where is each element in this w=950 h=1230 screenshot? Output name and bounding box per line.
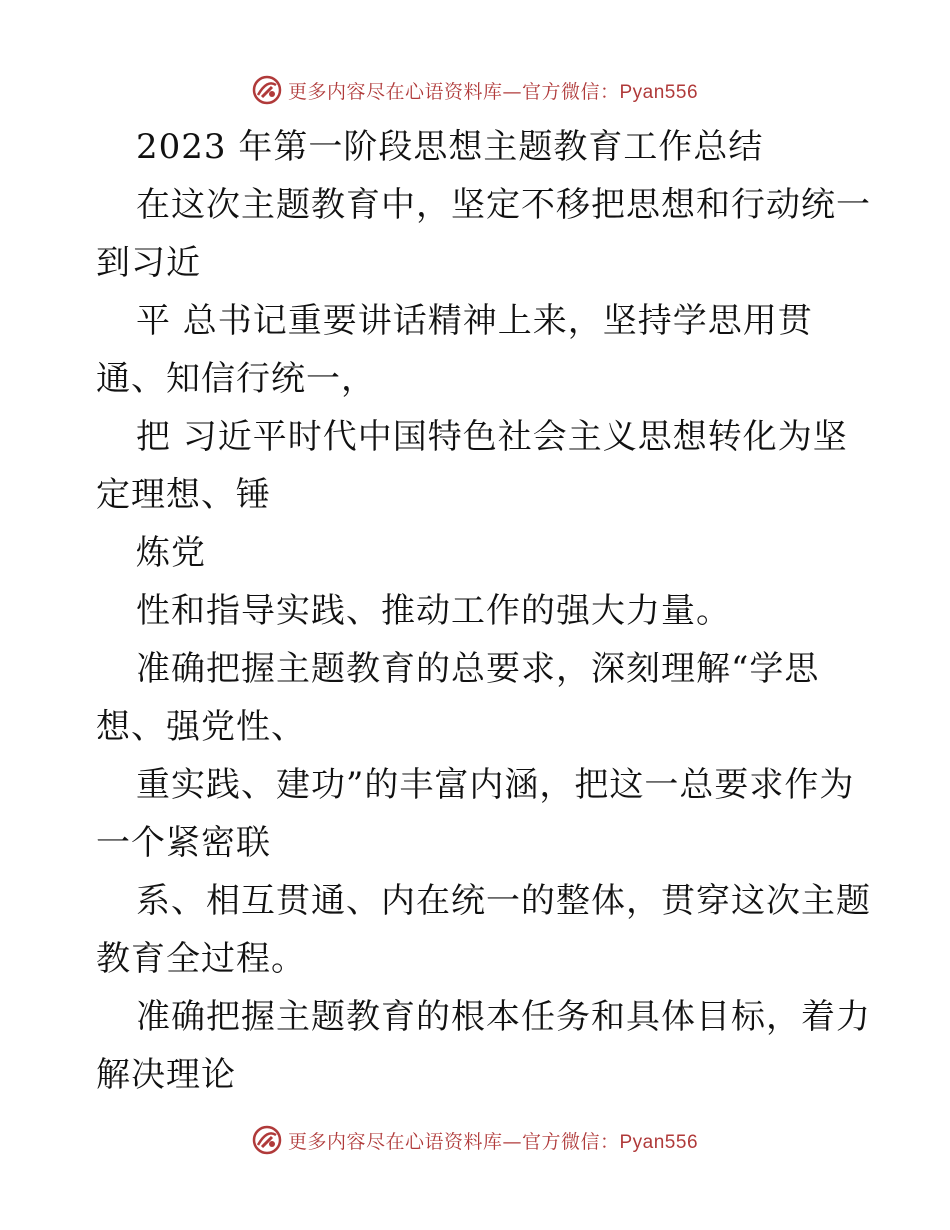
footer-wechat-id: Pyan556 — [619, 1131, 699, 1153]
header-banner — [0, 70, 950, 110]
text-line: 定理想、锤 — [96, 475, 271, 515]
header-wechat-id: Pyan556 — [619, 81, 699, 103]
text-line: 想、强党性、 — [96, 707, 306, 747]
text-line: 一个紧密联 — [96, 823, 271, 863]
text-line: 准确把握主题教育的根本任务和具体目标，着力 — [136, 997, 871, 1037]
text-line: 到习近 — [96, 243, 201, 283]
text-line: 解决理论 — [96, 1055, 236, 1095]
text-line: 性和指导实践、推动工作的强大力量。 — [136, 591, 731, 631]
text-line: 教育全过程。 — [96, 939, 306, 979]
document-body — [96, 118, 871, 1104]
text-line: 重实践、建功”的丰富内涵，把这一总要求作为 — [136, 765, 855, 805]
text-line: 系、相互贯通、内在统一的整体，贯穿这次主题 — [136, 881, 871, 921]
header-banner-text: 更多内容尽在心语资料库—官方微信：Pyan556 — [287, 80, 699, 103]
text-line: 通、知信行统一， — [96, 359, 376, 399]
text-line: 准确把握主题教育的总要求，深刻理解“学思 — [136, 649, 820, 689]
footer-banner-text: 更多内容尽在心语资料库—官方微信：Pyan556 — [287, 1130, 699, 1153]
document-title: 2023 年第一阶段思想主题教育工作总结 — [136, 127, 764, 167]
footer-banner — [0, 1120, 950, 1160]
text-line: 把 习近平时代中国特色社会主义思想转化为坚 — [136, 417, 848, 457]
brand-logo-icon — [252, 1125, 282, 1155]
text-line: 平 总书记重要讲话精神上来，坚持学思用贯 — [136, 301, 813, 341]
brand-logo-icon — [252, 75, 282, 105]
text-line: 炼党 — [136, 533, 206, 573]
text-line: 在这次主题教育中，坚定不移把思想和行动统一 — [136, 185, 871, 225]
